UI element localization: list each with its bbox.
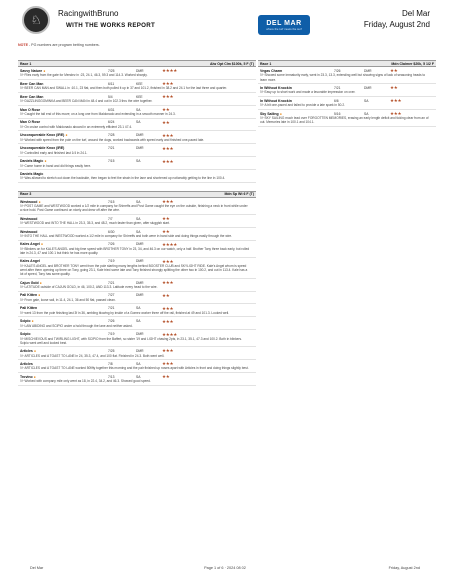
comment-prefix: 5f~ <box>260 103 265 108</box>
work-track: SA <box>136 107 141 112</box>
work-track: DMR <box>364 85 372 90</box>
rating-stars: ★★★ <box>162 280 174 286</box>
entry-row <box>20 120 254 125</box>
venue-name: Del Mar <box>401 9 430 18</box>
comment-prefix: 5f~ <box>20 264 25 269</box>
rating-stars: ★★★ <box>162 132 174 138</box>
comment-prefix: 5f~ <box>20 163 25 168</box>
new-indicator-icon: ● <box>33 374 36 379</box>
work-track: SA <box>136 374 141 379</box>
work-date: 5/4 <box>108 94 113 99</box>
new-indicator-icon: ● <box>65 133 68 138</box>
work-track: SA <box>136 306 141 311</box>
work-date: 7/25 <box>108 348 115 353</box>
work-comment: 5f~Easy up to short work and made a favorable impression on over. <box>260 90 356 95</box>
new-indicator-icon: ● <box>40 242 44 247</box>
entry-row <box>20 229 254 234</box>
entry-row <box>20 81 254 86</box>
work-comment: 5f~From gate, loose sail, in 11.4, 24.1, 36 and 50 flat, passed clean. <box>20 297 116 302</box>
left-column <box>18 60 256 386</box>
work-track: SA <box>136 216 141 221</box>
footer-date: Friday, August 2nd <box>388 566 420 570</box>
work-date: 7/15 <box>108 199 115 204</box>
race-block <box>18 60 256 183</box>
rating-stars: ★★★★ <box>162 241 177 247</box>
rating-stars: ★★ <box>162 374 170 380</box>
work-date: 7/26 <box>108 242 115 247</box>
comment-prefix: 5f~ <box>20 366 25 371</box>
workout-entry <box>18 93 256 106</box>
work-track: KEE <box>136 94 143 99</box>
workout-entry <box>18 258 256 279</box>
entry-row <box>20 133 254 138</box>
race-title: Race 1 <box>260 61 272 66</box>
comment-prefix: 5f~ <box>20 379 25 384</box>
workout-entry <box>18 80 256 93</box>
work-track: SA <box>136 229 141 234</box>
horse-logo-icon: ♘ <box>22 6 50 34</box>
new-indicator-icon: ● <box>43 68 46 73</box>
workout-entry <box>18 317 256 330</box>
rating-stars: ★★ <box>162 216 170 222</box>
rating-stars: ★★★ <box>162 361 174 367</box>
horse-name: Unconquerable Knox (IRE)● <box>20 133 68 138</box>
horse-name: Trovino● <box>20 374 36 379</box>
work-comment: 5f~Caught the tail end of this move; on a long one from Maldonado and extending in a smooth manner in 24.3. <box>20 112 176 117</box>
rating-stars: ★★★ <box>162 305 174 311</box>
work-comment: 5f~POST GAME and WESTWOOD worked a 1/2 mile in company for Shirreffs and Post Game caught the eye on the outside, finishing a neck in front while under a nice hold. Post Game continued on nicely and drew off after the wire. <box>20 204 248 213</box>
new-indicator-icon: ● <box>33 348 36 353</box>
race-header <box>258 60 436 67</box>
rating-stars: ★★★ <box>162 348 174 354</box>
comment-prefix: 5f~ <box>20 150 25 155</box>
entry-row <box>20 293 254 298</box>
workout-entry <box>18 279 256 292</box>
comment-prefix: 5f~ <box>20 247 25 252</box>
workout-entry <box>258 110 436 127</box>
work-comment: 5f~LATITUDE outside of CAJUN GOLD, in 46, 100.2, AND 113.3. Latitude every head to the wire. <box>20 285 158 290</box>
report-title: WITH THE WORKS REPORT <box>66 22 156 29</box>
work-track: SA <box>136 120 141 125</box>
work-comment: 5f~Worked with speed from the pole on the turf, around the dogs, worked backwards with speed early and finished one-paced late. <box>20 137 205 142</box>
work-track: DMR <box>136 332 144 337</box>
horse-name: Man O Rose <box>20 107 41 112</box>
entry-row <box>260 68 434 73</box>
work-comment: 5f~Came home in hand and did things easily here. <box>20 163 92 168</box>
horse-name: Pali Kitten <box>20 306 38 311</box>
horse-name: Unconquerable Knox (IRE) <box>20 146 65 151</box>
entry-row <box>20 158 254 163</box>
footer-venue: Del Mar <box>30 566 44 570</box>
work-date: 7/15 <box>108 159 115 164</box>
work-date: 7/19 <box>108 259 115 264</box>
rating-stars: ★★ <box>162 107 170 113</box>
horse-name: Scipio● <box>20 319 34 324</box>
horse-name: Man O Rose <box>20 120 41 125</box>
race-block <box>18 191 256 386</box>
work-track: SA <box>364 98 369 103</box>
entry-row <box>20 319 254 324</box>
comment-prefix: 5f~ <box>20 234 25 239</box>
comment-prefix: 5f~ <box>20 323 25 328</box>
workout-entry <box>18 144 256 157</box>
work-date: 7/26 <box>108 319 115 324</box>
report-header <box>0 0 450 52</box>
work-date: 5/16 <box>334 111 341 116</box>
race-conditions: Mdn Claimer $20k, 5 1/2 F <box>391 61 434 66</box>
work-date: 7/21 <box>108 306 115 311</box>
comment-prefix: 5f~ <box>20 99 25 104</box>
work-date: 7/13 <box>108 374 115 379</box>
workout-entry <box>18 67 256 80</box>
rating-stars: ★★★★ <box>162 331 177 337</box>
work-comment: 5f~LAW ABIDING and SCIPIO under a hold through the lane and neither asked. <box>20 323 133 328</box>
race-conditions: Mdn Sp Wt 6 F (T) <box>224 192 254 197</box>
workout-entry <box>258 84 436 97</box>
comment-prefix: 5f~ <box>20 73 25 78</box>
work-track: DMR <box>136 146 144 151</box>
horse-name: Savvy Nature● <box>20 68 46 73</box>
work-track: DMR <box>364 68 372 73</box>
entry-row <box>20 171 254 176</box>
page-footer <box>0 566 450 576</box>
rating-stars: ★★★ <box>162 145 174 151</box>
work-date: 6/11 <box>108 81 115 86</box>
comment-prefix: 5f~ <box>20 112 25 117</box>
work-comment: 5f~Was allowed to stretch out down the backside, then began to feel the strain in the lane and shortened up noticeably getting to the line in 100.4. <box>20 176 226 181</box>
entry-row <box>20 374 254 379</box>
comment-prefix: 5f~ <box>20 176 25 181</box>
race-title: Race 3 <box>20 192 32 197</box>
entry-row <box>20 107 254 112</box>
work-track: DMR <box>136 242 144 247</box>
workout-entry <box>258 97 436 110</box>
horse-name: Daniels Magic <box>20 171 44 176</box>
entry-row <box>20 94 254 99</box>
new-indicator-icon: ● <box>31 319 34 324</box>
race-block <box>258 60 436 127</box>
comment-prefix: 5f~ <box>260 116 265 121</box>
entry-row <box>20 331 254 336</box>
work-comment: 5f~Showed some immaturity early, went in 23.3, 13.3, extending well but showing signs of lack of seasoning heads to learn more. <box>260 73 426 82</box>
workout-entry <box>18 215 256 228</box>
comment-prefix: 5f~ <box>20 310 25 315</box>
work-date: 7/21 <box>108 280 115 285</box>
new-indicator-icon: ● <box>39 280 42 285</box>
horse-name: Pali Kitten● <box>20 293 41 298</box>
work-date: 6/31 <box>108 107 115 112</box>
work-track: DMR <box>136 133 144 138</box>
horse-name: Articles● <box>20 348 36 353</box>
work-comment: 5f~INTO THE HALL and WESTWOOD worked a 1/2 mile in company for Shirreffs and both were in hand side and doing things easily through the wire. <box>20 234 233 239</box>
footer-page: Page 1 of 6 · 2024 08 02 <box>204 566 246 570</box>
rating-stars: ★★★★ <box>162 68 177 74</box>
rating-stars: ★★★ <box>162 81 174 87</box>
workout-entry <box>258 67 436 84</box>
work-comment: 5f~MISCHIEVOUS and TWIRLING LIGHT, with SCIPIO from the Baffert, so sister '19 and LIGHT chasing 2pts, in 23.1, 35.1, 47.3 and 100.2. Both in blinkers. Scipio went well and looked best. <box>20 336 242 345</box>
rating-stars: ★★ <box>390 85 398 91</box>
comment-prefix: 5f~ <box>260 90 265 95</box>
workout-entry <box>18 330 256 347</box>
work-comment: 5f~WESTWOOD and INTO THE HALL in 23.3, 35.3, and 48.2, much faster than given, after sluggish start. <box>20 221 170 226</box>
work-track: SA <box>136 361 141 366</box>
comment-prefix: 5f~ <box>20 353 25 358</box>
work-date: 7/26 <box>334 68 341 73</box>
work-track: DMR <box>136 293 144 298</box>
horse-name: Kales Angel <box>20 259 40 264</box>
work-comment: 5f~Controlled early and finished last 1/4 in 24.1. <box>20 150 88 155</box>
work-date: 7/8 <box>108 361 113 366</box>
workout-entry <box>18 241 256 258</box>
work-date: 7/7 <box>108 216 113 221</box>
workout-entry <box>18 131 256 144</box>
work-comment: 5f~went 13 from the pole finishing last 3f in 36, ambling blowing by inside of a Gomez worker three off the rail, finished at 49 and 101.3. Looked well. <box>20 310 230 315</box>
horse-name: Westwood <box>20 229 38 234</box>
work-comment: 5f~KALE'S ANGEL and BROTHER TONY went from the pole starting many lengths behind BOOSTER CLUB and SKYLIGHT RIDE. Kale's Angel whom is speed went after them opening up three on Tony, going 23.1, Kale tried some late and Tony finished strongly splitting the other two in 100.2, and out in 113.4. Kale has a lot of speed, Tony has some quality. <box>20 264 248 277</box>
work-track: SA <box>136 199 141 204</box>
new-indicator-icon: ● <box>279 111 282 116</box>
entry-row <box>20 306 254 311</box>
work-comment: 5f~ARTICLES and A TOAST TO LANE in 24, 35.3, 47.4, and 100 flat. Finished in 24.3. Both went well. <box>20 353 165 358</box>
workout-entry <box>18 373 256 386</box>
rating-stars: ★★★ <box>390 98 402 104</box>
workout-entry <box>18 198 256 215</box>
entry-row <box>20 280 254 285</box>
work-comment: 5f~BEER CAN MAN and SWALL in :10.1, 23 flat, and then both pulled it up in 37 and 101.2, finished in 38.2 and 24.1 for the last three and quarter. <box>20 86 228 91</box>
entry-row <box>20 361 254 366</box>
new-indicator-icon: ● <box>38 293 41 298</box>
right-column <box>258 60 436 127</box>
entry-row <box>260 111 434 116</box>
horse-name: Scipio <box>20 332 31 337</box>
horse-name: Vegas Charm <box>260 68 283 73</box>
work-track: DMR <box>136 348 144 353</box>
rating-stars: ★★ <box>162 119 170 125</box>
workout-entry <box>18 228 256 241</box>
work-track: KEE <box>136 81 143 86</box>
rating-stars: ★★★ <box>162 258 174 264</box>
work-date: 6/6 <box>334 98 339 103</box>
note-line: NOTE - PG numbers are program betting numbers. <box>18 43 100 47</box>
rating-stars: ★★ <box>162 229 170 235</box>
entry-row <box>20 199 254 204</box>
race-header <box>18 60 256 67</box>
work-date: 7/27 <box>108 293 115 298</box>
rating-stars: ★★★ <box>390 111 402 117</box>
work-comment: 5f~On cruise control with Maldonado aboard in an extremely efficient 23.1 47.4. <box>20 124 133 129</box>
horse-name: Sky Sailing● <box>260 111 282 116</box>
entry-row <box>20 68 254 73</box>
race-conditions: Alw Opt Clm $100k, 5 F (T) <box>210 61 254 66</box>
race-title: Race 1 <box>20 61 32 66</box>
work-track: DMR <box>136 280 144 285</box>
rating-stars: ★★ <box>162 292 170 298</box>
rating-stars: ★★★ <box>162 318 174 324</box>
workout-entry <box>18 157 256 170</box>
horse-name: Daniels Magic● <box>20 159 47 164</box>
del-mar-logo: DEL MAR where the turf meets the surf <box>258 15 310 35</box>
entry-row <box>260 85 434 90</box>
new-indicator-icon: ● <box>38 199 41 204</box>
comment-prefix: 5f~ <box>20 137 25 142</box>
horse-name: In Without Knockin <box>260 85 292 90</box>
work-date: 6/30 <box>108 229 115 234</box>
work-date: 7/21 <box>334 85 341 90</box>
horse-name: Beer Can Man <box>20 94 44 99</box>
entry-row <box>20 348 254 353</box>
workout-entry <box>18 292 256 305</box>
new-indicator-icon: ● <box>44 159 47 164</box>
entry-row <box>20 146 254 151</box>
race-date: Friday, August 2nd <box>363 20 430 29</box>
comment-prefix: 5f~ <box>260 73 265 78</box>
comment-prefix: 5f~ <box>20 297 25 302</box>
rating-stars: ★★★ <box>162 199 174 205</box>
work-comment: 5f~Worked with company mile only went as 18, in 22.4, 34.2, and 46.3. Showed good speed. <box>20 379 151 384</box>
workout-entry <box>18 304 256 317</box>
work-comment: 5f~SKY SAILING much lead over FORGOTTEN MEMORIES, erasing an early length deficit and ticking clear from an of out. Memories late in 100.1 and 104.1. <box>260 116 429 125</box>
comment-prefix: 5f~ <box>20 124 25 129</box>
workout-entry <box>18 347 256 360</box>
work-track: DMR <box>136 68 144 73</box>
work-date: 6/24 <box>108 120 115 125</box>
entry-row <box>20 242 254 247</box>
work-comment: 5f~ARTICLES and A TOAST TO LANE worked 50fifty together this morning and the pair finished up noses apart with Articles in front and doing things slightly best. <box>20 366 249 371</box>
work-track: DMR <box>136 259 144 264</box>
brand-name: RacingwithBruno <box>58 9 119 18</box>
work-track: SA <box>136 319 141 324</box>
comment-prefix: 5f~ <box>20 221 25 226</box>
rating-stars: ★★ <box>390 68 398 74</box>
rating-stars: ★★★ <box>162 158 174 164</box>
horse-name: Cajun Gold● <box>20 280 42 285</box>
workout-entry <box>18 360 256 373</box>
work-date: 7/28 <box>108 133 115 138</box>
work-track: SA <box>364 111 369 116</box>
comment-prefix: 5f~ <box>20 86 25 91</box>
horse-name: Articles <box>20 361 33 366</box>
entry-row <box>20 216 254 221</box>
race-header <box>18 191 256 198</box>
workout-entry <box>18 119 256 132</box>
work-date: 7/25 <box>108 68 115 73</box>
work-comment: 5f~Blinkers on for KALE'S ANGEL and big time speed with BROTHER TONY in 23, 34, and 46.3 on our watch, only a half. Brother Tony three back early, but rolled late in 24.3, 47 and 100.1 but think he has more quality. <box>20 247 250 256</box>
horse-name: Beer Can Man <box>20 81 44 86</box>
work-comment: 5f~Flies early from the gate for Mendez in :23, 24.1, 46.3, 59.3 and 114.3. Worked sharply. <box>20 73 148 78</box>
workout-entry <box>18 106 256 119</box>
work-track: SA <box>136 159 141 164</box>
horse-name: Kales Angel● <box>20 242 44 247</box>
work-comment: 5f~DAZZLINGGOMINKA and BEER CAN MAN in 48.4 and out in 102.3 thru the wire together. <box>20 99 153 104</box>
entry-row <box>20 259 254 264</box>
horse-name: Westwood● <box>20 199 41 204</box>
rating-stars: ★★★ <box>162 94 174 100</box>
work-date: 7/21 <box>108 146 115 151</box>
work-date: 7/19 <box>108 332 115 337</box>
work-comment: 5f~A bit one-paced and failed to provide a late spark in 50.2. <box>260 103 345 108</box>
workout-entry <box>18 170 256 183</box>
comment-prefix: 5f~ <box>20 285 25 290</box>
entry-row <box>260 98 434 103</box>
horse-name: Westwood <box>20 216 38 221</box>
horse-name: In Without Knockin <box>260 98 292 103</box>
comment-prefix: 5f~ <box>20 204 25 209</box>
comment-prefix: 5f~ <box>20 336 25 341</box>
